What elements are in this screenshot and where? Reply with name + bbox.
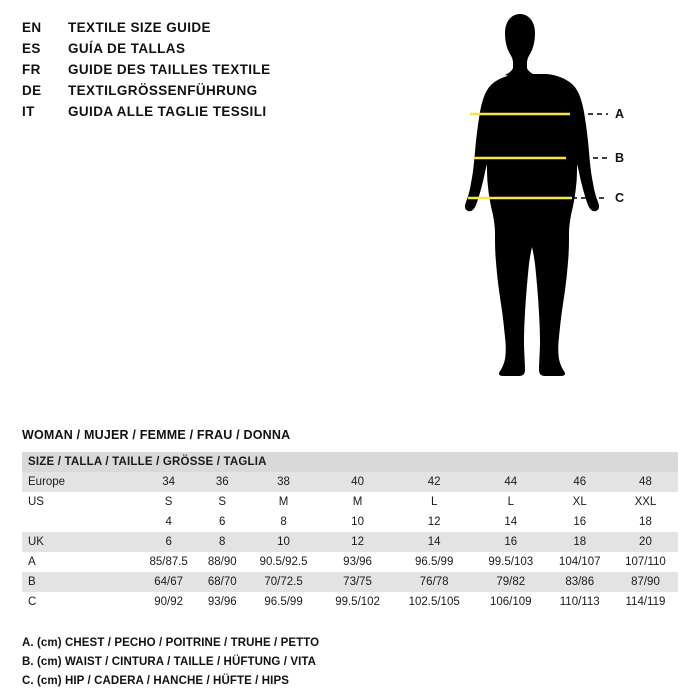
cell: 10 <box>322 512 393 532</box>
title-text-en: TEXTILE SIZE GUIDE <box>68 20 211 35</box>
cell: 85/87.5 <box>138 552 199 572</box>
cell: L <box>393 492 475 512</box>
cell: 106/109 <box>475 592 546 612</box>
cell: 88/90 <box>199 552 245 572</box>
cell: 46 <box>547 472 613 492</box>
table-row <box>22 492 678 512</box>
cell: XXL <box>613 492 678 512</box>
title-row-de <box>22 83 452 104</box>
language-code-en: EN <box>22 20 42 35</box>
cell: 76/78 <box>393 572 475 592</box>
row-label-europe: Europe <box>22 472 138 492</box>
language-code-it: IT <box>22 104 35 119</box>
cell: 42 <box>393 472 475 492</box>
cell: 48 <box>613 472 678 492</box>
cell: 36 <box>199 472 245 492</box>
cell: 93/96 <box>322 552 393 572</box>
title-row-en <box>22 20 452 41</box>
cell: 18 <box>547 532 613 552</box>
title-text-de: TEXTILGRÖSSENFÜHRUNG <box>68 83 258 98</box>
woman-silhouette-icon <box>440 8 690 428</box>
cell: 93/96 <box>199 592 245 612</box>
cell: 70/72.5 <box>245 572 322 592</box>
language-code-de: DE <box>22 83 42 98</box>
measurement-legend <box>22 634 662 691</box>
measure-label-b: B <box>615 151 625 165</box>
table-header-label: SIZE / TALLA / TAILLE / GRÖSSE / TAGLIA <box>22 452 678 472</box>
cell: 96.5/99 <box>393 552 475 572</box>
cell: 8 <box>245 512 322 532</box>
cell: 90.5/92.5 <box>245 552 322 572</box>
measurement-figure <box>440 8 690 428</box>
cell: 6 <box>199 512 245 532</box>
table-row <box>22 532 678 552</box>
cell: 96.5/99 <box>245 592 322 612</box>
cell: 110/113 <box>547 592 613 612</box>
cell: 38 <box>245 472 322 492</box>
title-row-fr <box>22 62 452 83</box>
cell: 99.5/102 <box>322 592 393 612</box>
cell: 90/92 <box>138 592 199 612</box>
size-table-container <box>22 452 678 612</box>
cell: S <box>138 492 199 512</box>
cell: M <box>322 492 393 512</box>
legend-line-b: B. (cm) WAIST / CINTURA / TAILLE / HÜFTUNG / VITA <box>22 656 317 668</box>
title-text-it: GUIDA ALLE TAGLIE TESSILI <box>68 104 267 119</box>
cell: 10 <box>245 532 322 552</box>
table-row <box>22 572 678 592</box>
cell: 14 <box>393 532 475 552</box>
row-label-us-numeric <box>22 512 138 532</box>
cell: 79/82 <box>475 572 546 592</box>
title-text-fr: GUIDE DES TAILLES TEXTILE <box>68 62 271 77</box>
language-code-fr: FR <box>22 62 41 77</box>
cell: 107/110 <box>613 552 678 572</box>
language-titles-block <box>22 20 452 125</box>
legend-line-a: A. (cm) CHEST / PECHO / POITRINE / TRUHE / PETTO <box>22 637 320 649</box>
measure-label-c: C <box>615 191 625 205</box>
table-row <box>22 592 678 612</box>
title-text-es: GUÍA DE TALLAS <box>68 41 186 56</box>
row-label-c: C <box>22 592 138 612</box>
cell: 87/90 <box>613 572 678 592</box>
cell: 83/86 <box>547 572 613 592</box>
cell: 68/70 <box>199 572 245 592</box>
cell: 18 <box>613 512 678 532</box>
cell: S <box>199 492 245 512</box>
cell: 8 <box>199 532 245 552</box>
cell: 14 <box>475 512 546 532</box>
table-row <box>22 472 678 492</box>
title-row-it <box>22 104 452 125</box>
cell: 16 <box>475 532 546 552</box>
cell: 12 <box>393 512 475 532</box>
cell: 73/75 <box>322 572 393 592</box>
cell: XL <box>547 492 613 512</box>
cell: 4 <box>138 512 199 532</box>
cell: 102.5/105 <box>393 592 475 612</box>
language-code-es: ES <box>22 41 41 56</box>
cell: 44 <box>475 472 546 492</box>
section-caption-woman: WOMAN / MUJER / FEMME / FRAU / DONNA <box>22 428 291 442</box>
title-row-es <box>22 41 452 62</box>
row-label-us: US <box>22 492 138 512</box>
cell: 34 <box>138 472 199 492</box>
cell: 16 <box>547 512 613 532</box>
cell: 12 <box>322 532 393 552</box>
row-label-uk: UK <box>22 532 138 552</box>
table-row <box>22 512 678 532</box>
cell: 104/107 <box>547 552 613 572</box>
row-label-a: A <box>22 552 138 572</box>
cell: 64/67 <box>138 572 199 592</box>
cell: 40 <box>322 472 393 492</box>
cell: L <box>475 492 546 512</box>
cell: 99.5/103 <box>475 552 546 572</box>
table-header-row <box>22 452 678 472</box>
table-row <box>22 552 678 572</box>
cell: M <box>245 492 322 512</box>
cell: 6 <box>138 532 199 552</box>
measure-label-a: A <box>615 107 625 121</box>
legend-line-c: C. (cm) HIP / CADERA / HANCHE / HÜFTE / HIPS <box>22 675 290 687</box>
row-label-b: B <box>22 572 138 592</box>
cell: 114/119 <box>613 592 678 612</box>
size-table <box>22 452 678 612</box>
cell: 20 <box>613 532 678 552</box>
